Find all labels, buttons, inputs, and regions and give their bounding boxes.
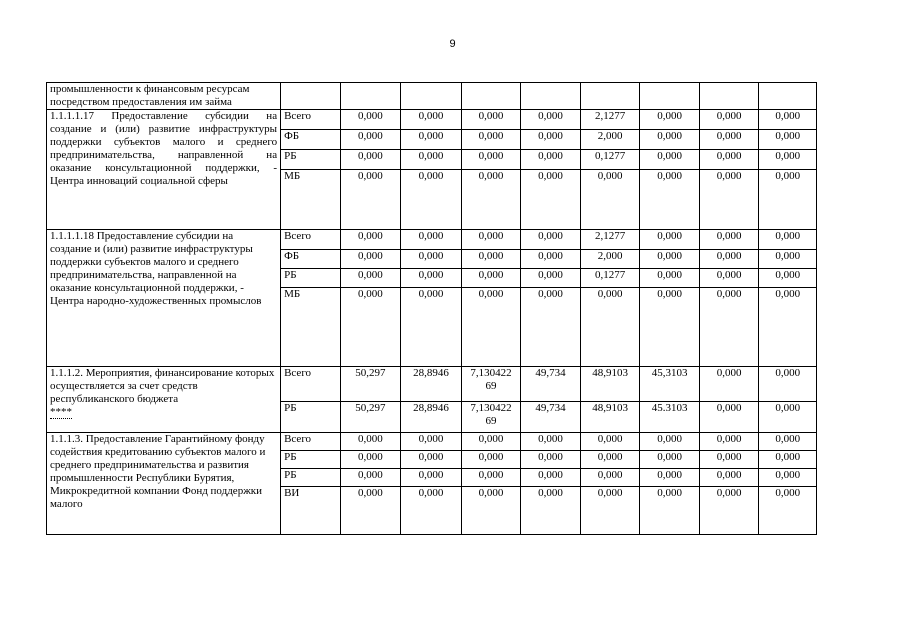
value-cell: 0,000: [340, 150, 401, 170]
value-cell: 0,000: [521, 130, 581, 150]
value-cell: 0,000: [699, 170, 759, 230]
value-cell: 0,000: [521, 288, 581, 367]
value-cell: 0,000: [461, 288, 521, 367]
funding-source: ФБ: [281, 130, 341, 150]
value-cell: [521, 83, 581, 110]
value-cell: 0,000: [521, 269, 581, 288]
value-cell: 49,734: [521, 367, 581, 402]
value-cell: 0,000: [340, 130, 401, 150]
value-cell: 0,000: [521, 469, 581, 487]
value-cell: 0,000: [340, 170, 401, 230]
value-cell: 0,000: [640, 288, 700, 367]
value-cell: 0,000: [401, 110, 462, 130]
value-cell: 48,9103: [580, 402, 640, 433]
value-cell: 0,000: [699, 230, 759, 250]
value-cell: 0,000: [759, 402, 817, 433]
value-cell: 0,000: [340, 250, 401, 269]
funding-source: Всего: [281, 367, 341, 402]
funding-source: МБ: [281, 288, 341, 367]
value-cell: 0,000: [521, 110, 581, 130]
value-cell: 0,000: [521, 250, 581, 269]
value-cell: 0,000: [640, 130, 700, 150]
row-description: промышленности к финансовым ресурсам посредством предоставления им займа: [47, 83, 281, 110]
page-number: 9: [449, 38, 456, 50]
value-cell: 0,000: [699, 130, 759, 150]
funding-source: ВИ: [281, 487, 341, 535]
value-cell: 0,000: [699, 250, 759, 269]
value-cell: 0,000: [580, 288, 640, 367]
value-cell: 49,734: [521, 402, 581, 433]
value-cell: 7,130422 69: [461, 367, 521, 402]
funding-source: ФБ: [281, 250, 341, 269]
value-cell: 2,1277: [580, 230, 640, 250]
value-cell: 0,000: [461, 130, 521, 150]
row-description-text: 1.1.1.2. Мероприятия, финансирование которых осуществляется за счет средств республиканского бюджета: [50, 367, 275, 405]
table-row: [47, 433, 817, 451]
value-cell: 0,000: [759, 170, 817, 230]
value-cell: 0,000: [401, 250, 462, 269]
value-cell: 0,000: [699, 402, 759, 433]
value-cell: 0,000: [640, 269, 700, 288]
value-cell: 0,000: [699, 367, 759, 402]
financing-table: [46, 82, 817, 535]
value-cell: 0,000: [759, 469, 817, 487]
value-cell: 0,000: [340, 288, 401, 367]
funding-source: Всего: [281, 433, 341, 451]
value-cell: [699, 83, 759, 110]
value-cell: 0,000: [699, 451, 759, 469]
value-cell: 0,000: [401, 469, 462, 487]
value-cell: 0,000: [640, 250, 700, 269]
table-row: [47, 230, 817, 250]
value-cell: 45.3103: [640, 402, 700, 433]
value-cell: 0,000: [640, 451, 700, 469]
value-cell: 0,000: [640, 230, 700, 250]
value-cell: 28,8946: [401, 402, 462, 433]
table-row: [47, 367, 817, 402]
row-description: 1.1.1.1.17 Предоставление субсидии на создание и (или) развитие инфраструктуры поддержки субъектов малого и среднего предпринимательства, направленной на оказание консультационной поддержки, - Центра инноваций социальной сферы: [47, 110, 281, 230]
value-cell: 0,000: [699, 469, 759, 487]
value-cell: 0,000: [699, 150, 759, 170]
value-cell: 0,000: [759, 288, 817, 367]
value-cell: 0,000: [640, 110, 700, 130]
value-cell: 0,000: [521, 230, 581, 250]
value-cell: 0,000: [461, 110, 521, 130]
value-cell: 0,000: [340, 451, 401, 469]
value-cell: 0,000: [340, 110, 401, 130]
value-cell: 0,000: [401, 451, 462, 469]
value-cell: 0,000: [640, 433, 700, 451]
value-cell: 0,000: [759, 367, 817, 402]
value-cell: 48,9103: [580, 367, 640, 402]
value-cell: 0,1277: [580, 269, 640, 288]
funding-source: Всего: [281, 110, 341, 130]
value-cell: 0,000: [340, 469, 401, 487]
value-cell: 0,000: [461, 269, 521, 288]
value-cell: 50,297: [340, 367, 401, 402]
value-cell: 0,000: [580, 433, 640, 451]
value-cell: 0,000: [521, 170, 581, 230]
value-cell: 0,000: [340, 433, 401, 451]
value-cell: 0,000: [340, 487, 401, 535]
funding-source: РБ: [281, 150, 341, 170]
value-cell: 0,000: [461, 250, 521, 269]
value-cell: [461, 83, 521, 110]
funding-source: РБ: [281, 402, 341, 433]
value-cell: 0,000: [401, 170, 462, 230]
table-row: [47, 83, 817, 110]
value-cell: 0,000: [401, 288, 462, 367]
funding-source: РБ: [281, 469, 341, 487]
value-cell: 0,000: [640, 150, 700, 170]
funding-source: РБ: [281, 451, 341, 469]
value-cell: 0,000: [521, 433, 581, 451]
value-cell: 0,000: [340, 269, 401, 288]
value-cell: 0,000: [580, 451, 640, 469]
funding-source: МБ: [281, 170, 341, 230]
value-cell: 0,000: [759, 130, 817, 150]
funding-source: РБ: [281, 269, 341, 288]
value-cell: 0,000: [461, 487, 521, 535]
value-cell: 0,000: [340, 230, 401, 250]
row-description: 1.1.1.1.18 Предоставление субсидии на создание и (или) развитие инфраструктуры поддержки субъектов малого и среднего предпринимательства, направленной на оказание консультационной поддержки, - Центра народно-художественных промыслов: [47, 230, 281, 367]
value-cell: 0,000: [580, 469, 640, 487]
value-cell: 0,000: [580, 170, 640, 230]
value-cell: 0,000: [521, 451, 581, 469]
value-cell: 2,000: [580, 250, 640, 269]
value-cell: 0,1277: [580, 150, 640, 170]
value-cell: 0,000: [699, 269, 759, 288]
value-cell: 0,000: [580, 487, 640, 535]
row-description: [47, 367, 281, 433]
value-cell: 0,000: [759, 451, 817, 469]
value-cell: 2,1277: [580, 110, 640, 130]
table-row: [47, 110, 817, 130]
value-cell: 0,000: [461, 170, 521, 230]
value-cell: 2,000: [580, 130, 640, 150]
value-cell: 0,000: [699, 288, 759, 367]
value-cell: 0,000: [521, 487, 581, 535]
value-cell: 0,000: [699, 487, 759, 535]
row-description: 1.1.1.3. Предоставление Гарантийному фонду содействия кредитованию субъектов малого и среднего предпринимательства и развития промышленности Республики Бурятия, Микрокредитной компании Фонд поддержки малого: [47, 433, 281, 535]
value-cell: 0,000: [461, 230, 521, 250]
value-cell: 0,000: [759, 110, 817, 130]
value-cell: 0,000: [401, 150, 462, 170]
funding-source: [281, 83, 341, 110]
value-cell: 0,000: [640, 487, 700, 535]
value-cell: 0,000: [401, 130, 462, 150]
value-cell: 0,000: [401, 487, 462, 535]
row-description-note: ****: [50, 406, 72, 418]
value-cell: 7,130422 69: [461, 402, 521, 433]
value-cell: 0,000: [461, 451, 521, 469]
value-cell: [580, 83, 640, 110]
value-cell: 0,000: [759, 487, 817, 535]
value-cell: 0,000: [401, 269, 462, 288]
value-cell: 0,000: [759, 230, 817, 250]
value-cell: [640, 83, 700, 110]
value-cell: 45,3103: [640, 367, 700, 402]
value-cell: 50,297: [340, 402, 401, 433]
value-cell: 0,000: [759, 433, 817, 451]
value-cell: 0,000: [461, 150, 521, 170]
value-cell: 0,000: [699, 433, 759, 451]
value-cell: 28,8946: [401, 367, 462, 402]
value-cell: 0,000: [521, 150, 581, 170]
value-cell: 0,000: [759, 250, 817, 269]
value-cell: 0,000: [401, 230, 462, 250]
value-cell: 0,000: [640, 469, 700, 487]
value-cell: 0,000: [759, 150, 817, 170]
value-cell: 0,000: [640, 170, 700, 230]
funding-source: Всего: [281, 230, 341, 250]
value-cell: 0,000: [461, 469, 521, 487]
value-cell: [340, 83, 401, 110]
value-cell: [401, 83, 462, 110]
value-cell: 0,000: [699, 110, 759, 130]
value-cell: 0,000: [759, 269, 817, 288]
value-cell: [759, 83, 817, 110]
value-cell: 0,000: [401, 433, 462, 451]
value-cell: 0,000: [461, 433, 521, 451]
